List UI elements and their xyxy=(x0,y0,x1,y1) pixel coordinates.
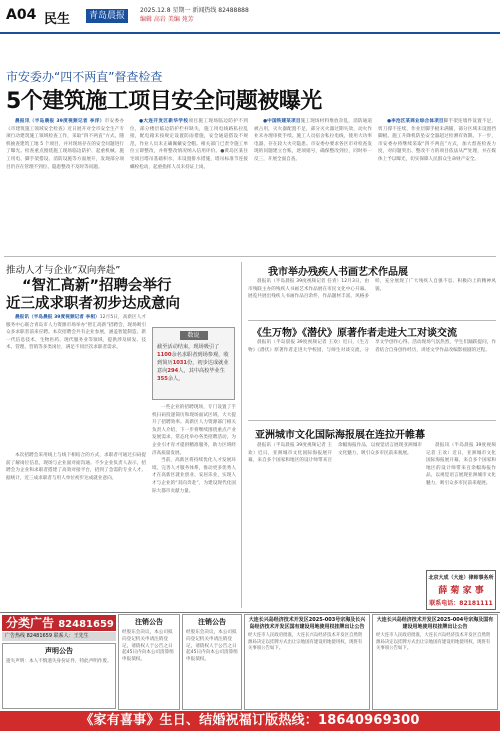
lead-paragraph: 施工现场材料堆放杂乱，消防通道被占用，灭火器配置不足，部分灭火器过期失效，动火作业未办理审批手续。施工人员宿舍私拉电线，使用大功率电器，存在较大火灾隐患。市安委办要求各区市对检查发现的问题建立台账，逐项销号，确保整改到位，同时举一反三，开展全面自查。 xyxy=(254,119,372,162)
story-headline-exhibition: 我市举办残疾人书画艺术作品展 xyxy=(268,267,408,278)
lead-paragraph: 脚手架连墙件设置不足，剪刀撑不连续，作业层脚手板未满铺，部分区域未设置挡脚板。施工升降机防坠安全器超过检测有效期。下一步，市安委办将继续采取“四不两直”方式，加大督查检查力度，对问题突出、整改不力的项目依法从严处理，并在媒体上予以曝光，切实保障人民群众生命财产安全。 xyxy=(378,119,496,162)
data-box-text xyxy=(153,343,234,383)
lead-column-2 xyxy=(130,118,248,254)
story-paragraph: 晨报讯（半岛晨报 39度视频记者 王欢）近日，亚洲城市文化国际海报展开幕，来自多个国家和地区的设计师带来百余幅海报作品，以视觉语言展现亚洲城市文化魅力，吸引众多市民前来观展。 xyxy=(426,443,496,486)
jobfair-column-2 xyxy=(6,452,146,608)
story-paragraph: 晨报讯（半岛晨报 39度视频记者 王欢）近日，《生万物》《潜伏》原著作者走进大学校园，与师生对谈交流，分享文学创作心得。活动现场气氛热烈，学生们踊跃提问，作者结合自身创作经历，讲述文学作品改编影视剧的过程。 xyxy=(248,340,496,353)
data-box-text-part: 人，其中高校毕业生 xyxy=(178,368,225,374)
lead-headline: 5个建筑施工项目安全问题被曝光 xyxy=(6,89,322,114)
classified-title-bar xyxy=(2,615,116,631)
stat-number: 1031 xyxy=(172,360,188,366)
classified-block-title: 注销公告 xyxy=(198,618,226,626)
jobfair-column-1 xyxy=(6,314,146,448)
classified-block xyxy=(118,614,180,710)
column-divider xyxy=(241,262,242,608)
stat-number: 1100 xyxy=(157,352,172,358)
lead-subhead: ●大连开发区新华学校 xyxy=(139,119,189,124)
story-body-poster-cont xyxy=(426,442,496,566)
divider xyxy=(248,420,496,421)
stat-number: 294 xyxy=(167,368,179,374)
lead-byline: 晨报讯（半岛晨报 39度视频记者 李洋） xyxy=(15,119,105,124)
classified-title: 分类广告 xyxy=(6,616,55,630)
ad-service: 薛 菊 家 事 xyxy=(438,586,484,596)
lead-column-4 xyxy=(378,118,496,254)
classified-block xyxy=(2,643,116,709)
story-body-poster xyxy=(248,442,422,608)
page-header xyxy=(0,0,500,34)
classified-block-title: 注销公告 xyxy=(135,618,163,626)
story-paragraph: 晨报讯（半岛晨报 39度视频记者 王欢）近日，亚洲城市文化国际海报展开幕，来自多个国家和地区的设计师带来百余幅海报作品，以视觉语言展现亚洲城市文化魅力，吸引众多市民前来观展。 xyxy=(248,443,422,464)
land-notice-title: 大连长兴岛经济技术开发区2025-003号宗海及长兴岛经济技术开发区国有建设用地使用权挂牌出让公告 xyxy=(248,617,366,630)
data-box xyxy=(152,327,235,400)
data-box-text-part: 截至活动结束，现场吸引了 xyxy=(157,344,220,350)
ad-phone: 联系电话：82181111 xyxy=(429,600,493,607)
story-paragraph: 晨报讯（半岛晨报 39度视频记者 任青）12月3日，由市残联主办的残疾人书画艺术作品展在市民文化中心开幕。展览共展出残疾人书画作品百余件，作品题材丰富、风格多样，充分展现了广大残疾人自强不息、积极向上的精神风貌。 xyxy=(248,279,496,300)
jobfair-column-3 xyxy=(152,404,236,608)
lead-paragraph: 项目施工现场临边防护不到位，部分楼层临边防护栏杆缺失，施工用电线路私拉乱接，配电箱未按规定设置防雨措施，安全通道搭设不规范，作业人员未正确佩戴安全帽。相关部门已责令施工单位立即整改，并将整改情况纳入信用评价。●黄岛区某住宅项目塔吊基础积水，未设置排水措施，塔吊标准节连接螺栓松动，起重指挥人员未持证上岗。 xyxy=(130,119,248,170)
classified-block-title: 声明公告 xyxy=(45,647,73,655)
lead-paragraph: 市安委办《市建筑施工领域安全检查》近日展开对全市安全生产专项行动建筑施工领域检查工作，采取“四不两直”方式，随机抽查建筑工地 5 个项目，并对现场存在的安全问题进行了曝光。检查重点围绕施工现场临边防护、起重机械、施工用电、脚手架搭设、消防设施等方面展开，发现部分项目仍存在管理不到位、隐患整改不及时等问题。 xyxy=(6,119,124,170)
land-notice-text: 经大连市人民政府批准，大连长兴岛经济技术开发区自然资源局决定以挂牌方式出让宗地国有建设用地使用权，现将有关事项公告如下。 xyxy=(248,633,363,652)
classified-block-text: 经股东会决议，本公司拟向登记机关申请注销登记，请债权人于公告之日起45日内向本公司清算组申报债权。 xyxy=(186,630,238,663)
land-notice-title: 大连长兴岛经济技术开发区2025-004号宗海及国有建设用地使用权挂牌出让公告 xyxy=(376,617,494,630)
editors-line: 编辑 高岩 美编 苑芳 xyxy=(140,16,194,23)
lead-subhead: ●李沧区某商业综合体项目 xyxy=(387,119,444,124)
classified-block xyxy=(182,614,242,710)
stat-number: 355 xyxy=(157,376,168,382)
land-notice-text: 经大连市人民政府批准，大连长兴岛经济技术开发区自然资源局决定以挂牌方式出让宗地国有建设用地使用权，现将有关事项公告如下。 xyxy=(376,633,491,652)
data-box-text-part: 余名求职者到场参观，收到简历 xyxy=(157,352,229,366)
lead-kicker: 市安委办“四不两直”督查检查 xyxy=(6,70,163,84)
land-notice xyxy=(244,614,370,710)
data-box-title: 数说 xyxy=(180,331,208,340)
jobfair-paragraph: 本次招聘会采用线上与线下相结合的方式，求职者可通过扫码提前了解岗位信息，现场与企业面对面沟通。不少企业负责人表示，招聘会为企业和求职者搭建了高效对接平台，招到了急需的专业人才。据统计，近三成求职者与用人单位初步达成就业意向。 xyxy=(6,453,146,481)
lead-column-1 xyxy=(6,118,124,254)
story-headline-dialogue: 《生万物》《潜伏》原著作者走进大工对谈交流 xyxy=(252,328,457,339)
divider xyxy=(4,256,496,257)
jobfair-headline-1: “智汇高新”招聘会举行 xyxy=(22,278,172,294)
divider xyxy=(248,320,496,321)
jobfair-byline: 晨报讯（半岛晨报 39度视频记者 李相） xyxy=(15,315,100,320)
newspaper-logo: 青岛晨报 xyxy=(86,9,128,23)
jobfair-kicker: 推动人才与企业“双向奔赴” xyxy=(6,265,121,276)
data-box-text-part: 余人。 xyxy=(167,376,184,382)
story-body-dialogue xyxy=(248,339,496,417)
jobfair-headline-2: 近三成求职者初步达成意向 xyxy=(6,296,180,312)
jobfair-paragraph: 当前，高新区将持续优化人才发展环境，完善人才服务体系，推动更多优秀人才在高新区就业创业、安居乐业，实现人才与企业的“双向奔赴”，为建设现代化国际大都市贡献力量。 xyxy=(152,458,236,494)
page-number: A04 xyxy=(6,7,37,23)
land-notice xyxy=(372,614,498,710)
story-headline-poster: 亚洲城市文化国际海报展在连拉开帷幕 xyxy=(255,430,425,441)
section-name: 民生 xyxy=(44,12,71,27)
lead-column-3 xyxy=(254,118,372,254)
bottom-ad-banner[interactable]: 《家有喜事》生日、结婚祝福订版热线：18640969300 xyxy=(0,711,500,731)
classified-subline: 广告热线 82481659 联系人：王先生 xyxy=(2,632,116,641)
date-line: 2025.12.8 星期一 新闻热线 82488888 xyxy=(140,7,249,14)
jobfair-paragraph: 12月5日，高新区人才服务中心联合青岛市人力资源市场举办“智汇高新”招聘会，现场吸引众多求职者前来应聘。本次招聘会共有企业参展，涵盖智能制造、新一代信息技术、生物医药、现代服务业等领域，提供涉及研发、技术、管理、营销等多类岗位，满足不同层次求职者需求。 xyxy=(6,315,146,351)
header-info xyxy=(140,6,249,24)
ad-firm-name: 北京大成（大连）律师事务所 xyxy=(428,575,494,581)
classified-phone: 82481659 xyxy=(58,619,114,630)
jobfair-paragraph: 一些企业的招聘现场，专门设置了手机扫码投递简历和现场面试区域，大大提升了招聘效率。高新区人力资源部门相关负责人介绍，下一步将继续围绕重点产业发展需求，常态化举办各类招聘活动，为企业引才育才提供精准服务，助力区域经济高质量发展。 xyxy=(152,405,236,456)
story-body-exhibition xyxy=(248,278,496,316)
classified-block-text: 遗失声明：本人不慎遗失身份证件，特此声明作废。 xyxy=(6,659,112,664)
classified-block-text: 经股东会决议，本公司拟向登记机关申请注销登记，请债权人于公告之日起45日内向本公司清算组申报债权。 xyxy=(122,630,174,663)
data-box-text-part: 份，初步达成就业意向 xyxy=(157,360,229,374)
law-firm-ad[interactable] xyxy=(426,570,496,610)
lead-subhead: ●中国铁建某项目 xyxy=(263,119,301,124)
